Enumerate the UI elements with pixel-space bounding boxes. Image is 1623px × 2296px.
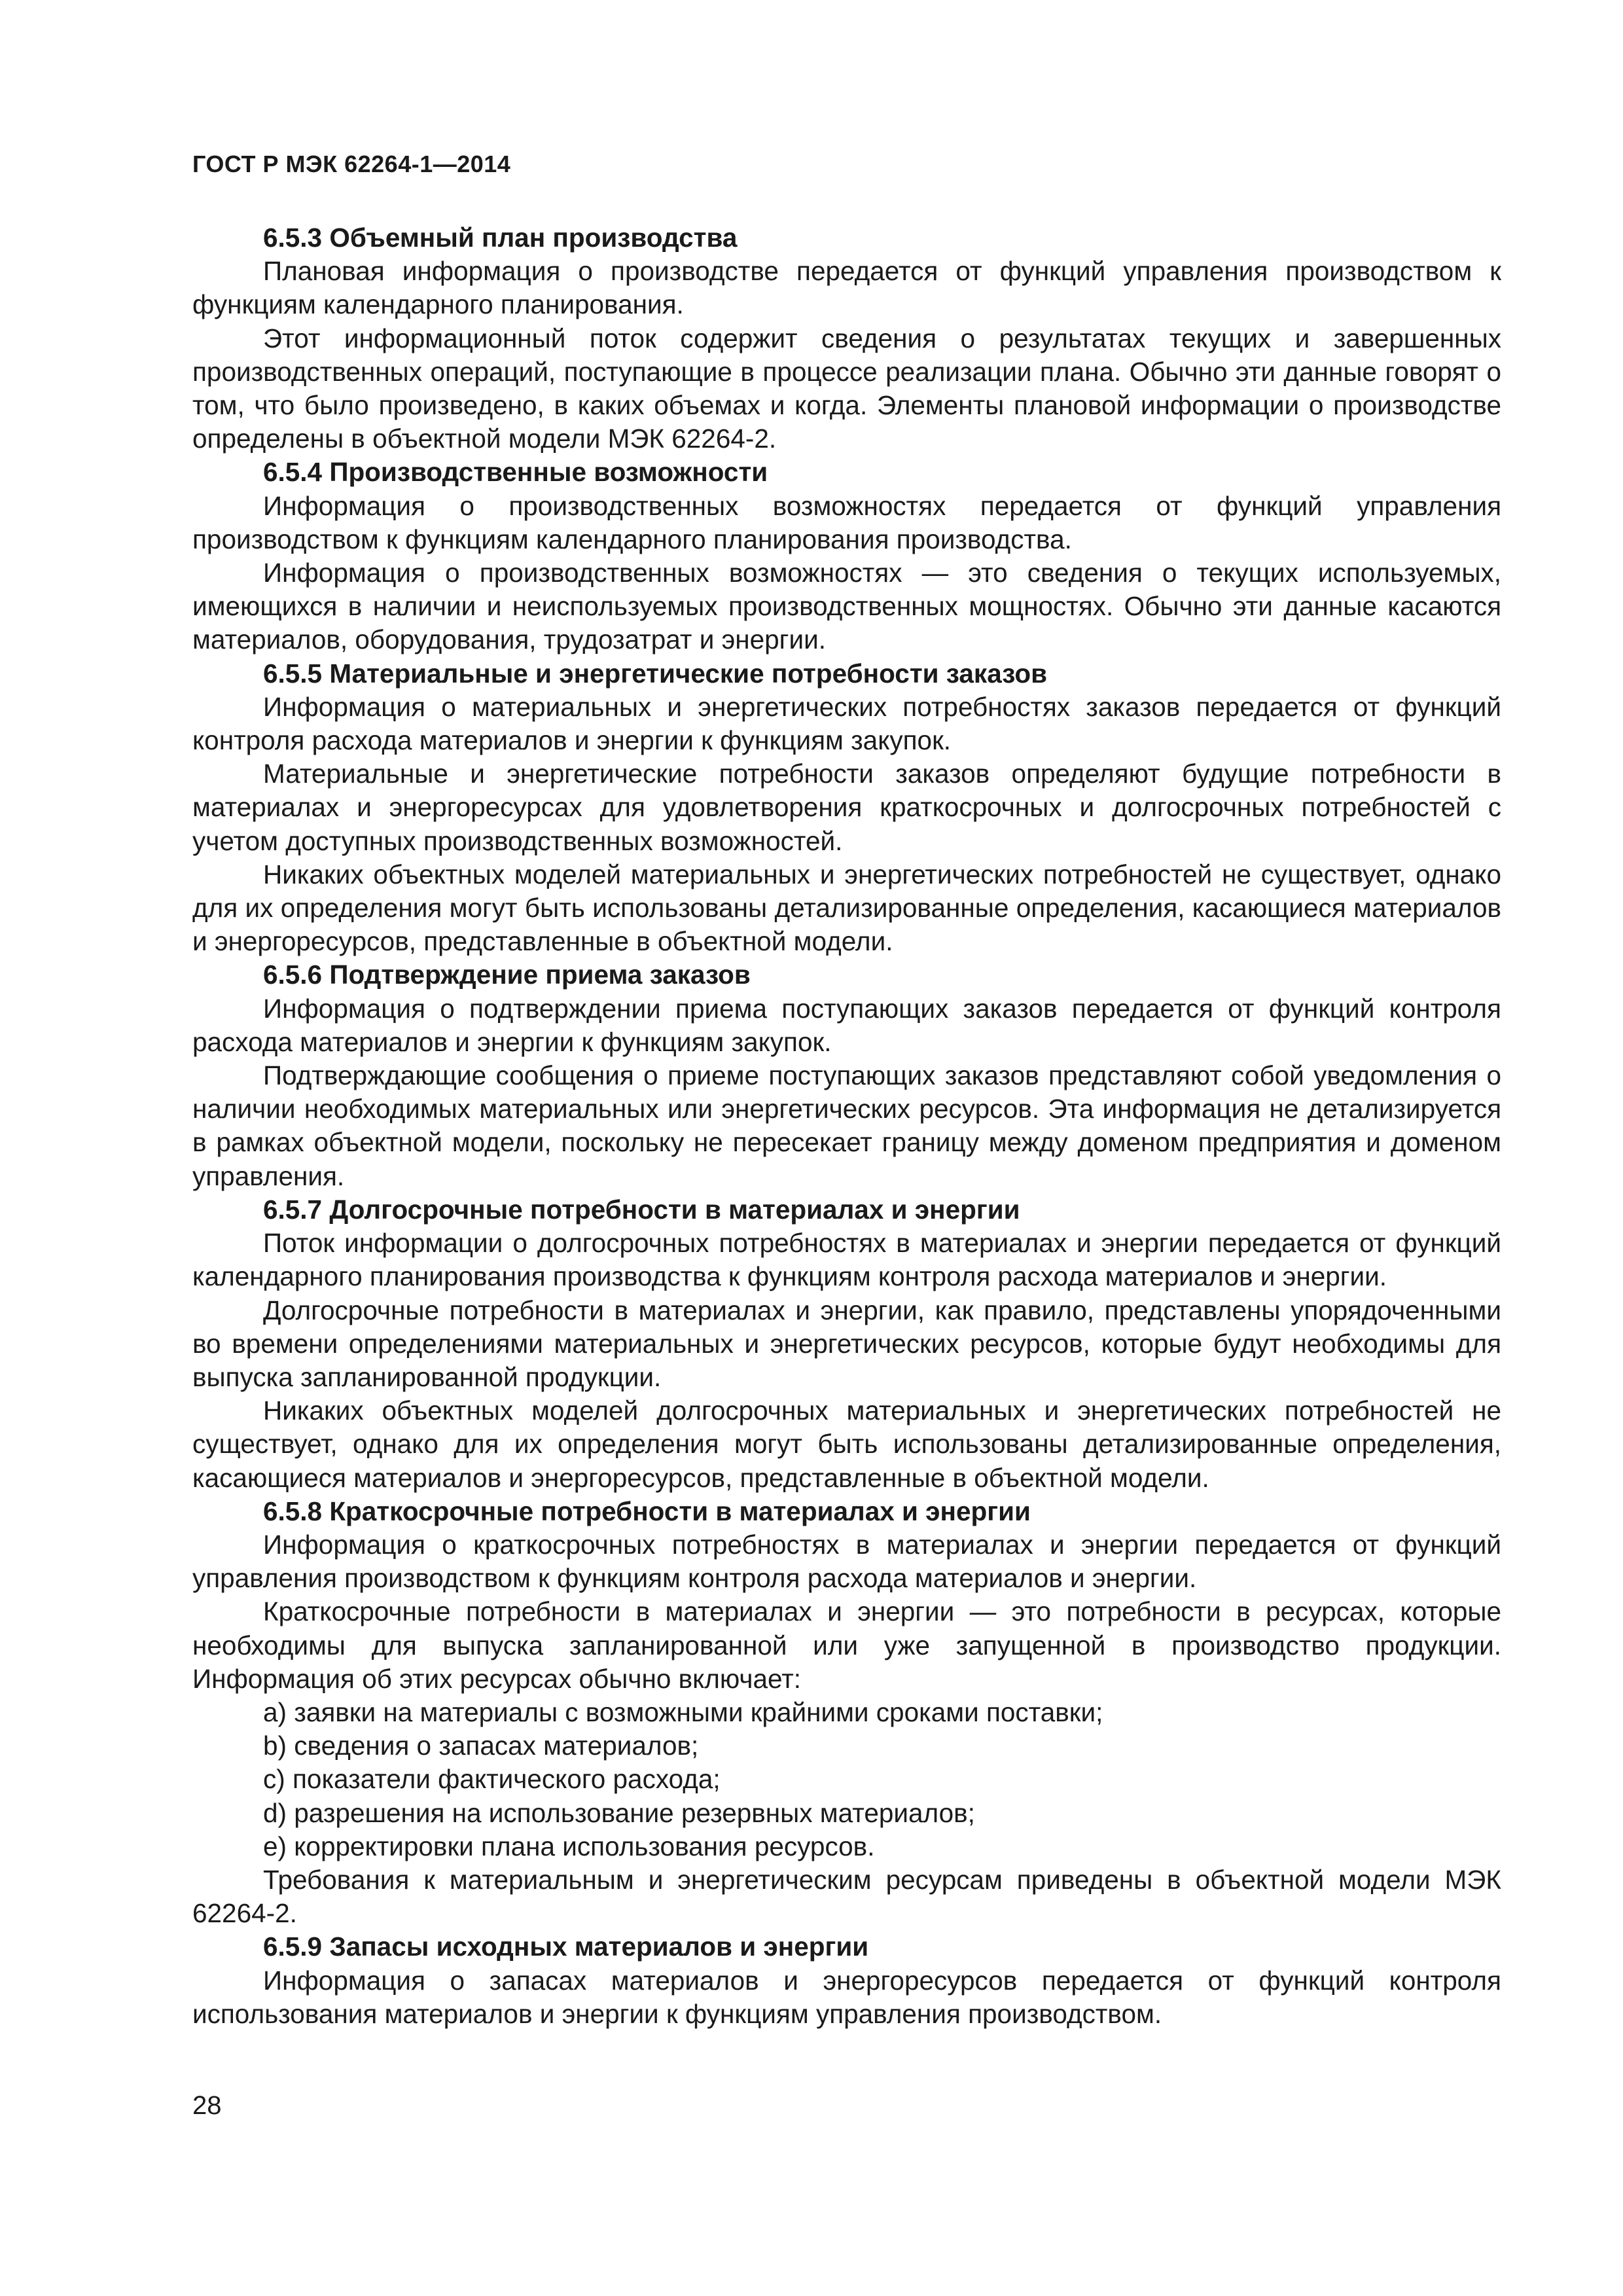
list-item: e) корректировки плана использования ресурсов. [263,1831,875,1861]
section-title: 6.5.5 Материальные и энергетические потребности заказов [263,658,1047,689]
paragraph: Информация о запасах материалов и энергоресурсов передается от функций контроля использования материалов и энергии к функциям управления производством. [192,1965,1501,2029]
paragraph: Требования к материальным и энергетическим ресурсам приведены в объектной модели МЭК 62264-2. [192,1864,1501,1929]
list-item: c) показатели фактического расхода; [263,1764,721,1795]
paragraph: Плановая информация о производстве передается от функций управления производством к функциям календарного планирования. [192,256,1501,320]
section-title: 6.5.4 Производственные возможности [263,457,768,488]
paragraph: Этот информационный поток содержит сведения о результатах текущих и завершенных производственных операций, поступающие в процессе реализации плана. Обычно эти данные говорят о том, что было произведено, в каких объемах и когда. Элементы плановой информации о производстве определены в объектной модели МЭК 62264-2. [192,323,1501,454]
document-body [192,221,1501,2031]
paragraph: Информация о производственных возможностях передается от функций управления производством к функциям календарного планирования производства. [192,490,1501,554]
section-title: 6.5.6 Подтверждение приема заказов [263,960,751,990]
section-title: 6.5.9 Запасы исходных материалов и энергии [263,1931,869,1962]
paragraph: Информация о производственных возможностях — это сведения о текущих используемых, имеющихся в наличии и неиспользуемых производственных мощностях. Обычно эти данные касаются материалов, оборудования, трудозатрат и энергии. [192,558,1501,655]
list-item: b) сведения о запасах материалов; [263,1731,699,1761]
paragraph: Подтверждающие сообщения о приеме поступающих заказов представляют собой уведомления о наличии необходимых материальных или энергетических ресурсов. Эта информация не детализируется в рамках объектной модели, поскольку не пересекает границу между доменом предприятия и доменом управления. [192,1060,1501,1191]
paragraph: Никаких объектных моделей долгосрочных материальных и энергетических потребностей не существует, однако для их определения могут быть использованы детализированные определения, касающиеся материалов и энергоресурсов, представленные в объектной модели. [192,1395,1501,1493]
paragraph: Материальные и энергетические потребности заказов определяют будущие потребности в материалах и энергоресурсах для удовлетворения краткосрочных и долгосрочных потребностей с учетом доступных производственных возможностей. [192,759,1501,856]
list-item: d) разрешения на использование резервных материалов; [263,1797,975,1828]
list-item: a) заявки на материалы с возможными крайними сроками поставки; [263,1696,1103,1727]
section-title: 6.5.8 Краткосрочные потребности в материалах и энергии [263,1496,1031,1526]
paragraph: Информация о материальных и энергетических потребностях заказов передается от функций контроля расхода материалов и энергии к функциям закупок. [192,691,1501,756]
paragraph: Информация о краткосрочных потребностях в материалах и энергии передается от функций управления производством к функциям контроля расхода материалов и энергии. [192,1529,1501,1594]
paragraph: Никаких объектных моделей материальных и энергетических потребностей не существует, однако для их определения могут быть использованы детализированные определения, касающиеся материалов и энергоресурсов, представленные в объектной модели. [192,859,1501,957]
paragraph: Краткосрочные потребности в материалах и энергии — это потребности в ресурсах, которые необходимы для выпуска запланированной или уже запущенной в производство продукции. Информация об этих ресурсах обычно включает: [192,1596,1501,1694]
section-title: 6.5.7 Долгосрочные потребности в материалах и энергии [263,1194,1020,1225]
paragraph: Долгосрочные потребности в материалах и энергии, как правило, представлены упорядоченными во времени определениями материальных и энергетических ресурсов, которые будут необходимы для выпуска запланированной продукции. [192,1295,1501,1392]
page-number: 28 [192,2091,222,2120]
document-header: ГОСТ Р МЭК 62264-1—2014 [192,151,511,177]
paragraph: Информация о подтверждении приема поступающих заказов передается от функций контроля расхода материалов и энергии к функциям закупок. [192,993,1501,1057]
section-title: 6.5.3 Объемный план производства [263,223,738,253]
paragraph: Поток информации о долгосрочных потребностях в материалах и энергии передается от функций календарного планирования производства к функциям контроля расхода материалов и энергии. [192,1228,1501,1292]
